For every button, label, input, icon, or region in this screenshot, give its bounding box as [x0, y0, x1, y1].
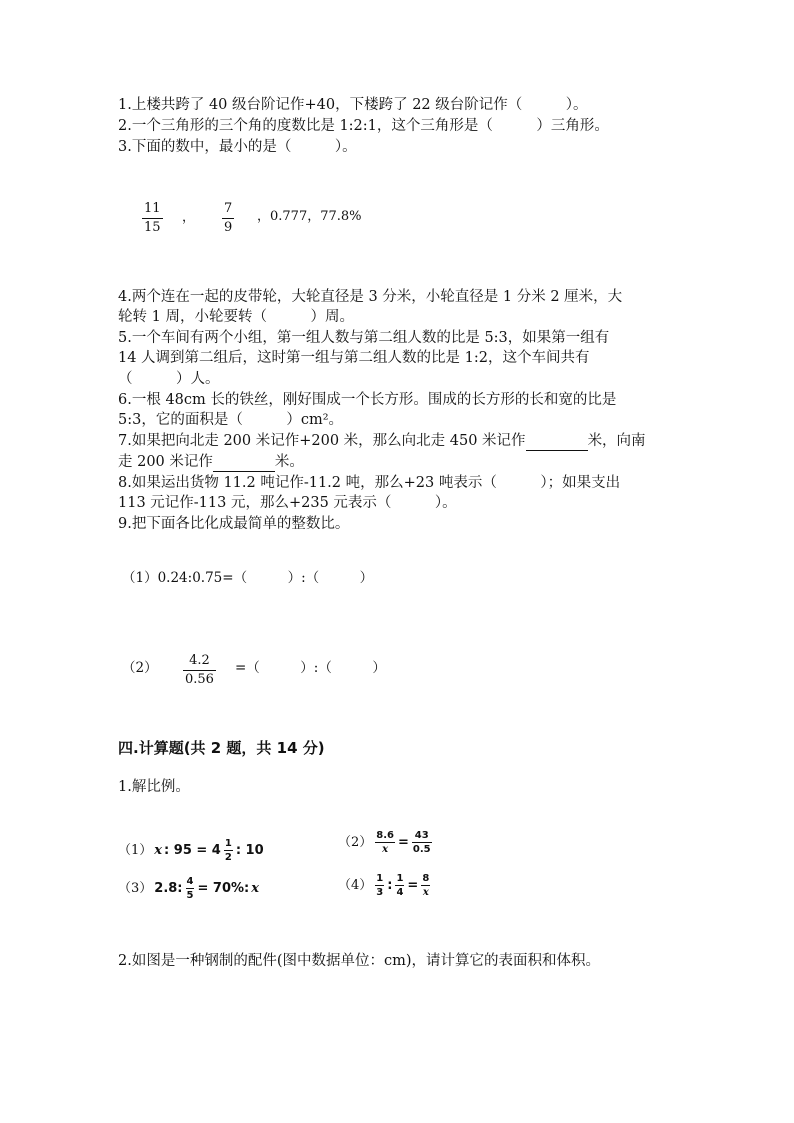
question-7-text-b: 米，向南 — [587, 433, 646, 449]
answer-blank — [526, 436, 588, 451]
ratio-blanks: =（ ）:（ ） — [235, 660, 386, 676]
equation-label: （4） — [338, 877, 373, 893]
question-2: 2.一个三角形的三个角的度数比是 1:2:1，这个三角形是（ ）三角形。 — [118, 118, 609, 134]
question-1: 1.上楼共跨了 40 级台阶记作+40，下楼跨了 22 级台阶记作（ ）。 — [118, 97, 588, 113]
fraction: 8 x — [422, 873, 430, 898]
question-7-line-2 — [118, 452, 304, 472]
question-7-text-a: 7.如果把向北走 200 米记作+200 米，那么向北走 450 米记作 — [118, 433, 526, 449]
equation-1 — [118, 838, 264, 863]
equation-2 — [338, 830, 433, 855]
question-6-line-2: 5:3，它的面积是（ ）cm²。 — [118, 412, 344, 428]
option-separator: ， — [182, 210, 196, 225]
equation-text: 2.8: — [154, 880, 183, 896]
question-7-line-1 — [118, 431, 646, 451]
question-4-line-2: 轮转 1 周，小轮要转（ ）周。 — [118, 309, 354, 325]
equation-text: : 95 = 4 — [164, 842, 221, 858]
question-9-part-1: （1）0.24:0.75=（ ）:（ ） — [122, 570, 374, 586]
equation-text: = 70%: — [197, 880, 250, 896]
colon: : — [387, 877, 393, 893]
variable-x: x — [154, 842, 163, 858]
fraction: 8.6 x — [376, 830, 394, 855]
calc-question-1: 1.解比例。 — [118, 779, 190, 795]
option-rest: ，0.777，77.8% — [257, 209, 362, 224]
question-9: 9.把下面各比化成最简单的整数比。 — [118, 516, 350, 532]
equals-sign: = — [398, 834, 409, 850]
mixed-fraction: 1 2 — [224, 838, 232, 863]
part-label: （2） — [122, 660, 158, 676]
question-5-line-2: 14 人调到第二组后，这时第一组与第二组人数的比是 1:2，这个车间共有 — [118, 350, 590, 366]
fraction: 4 5 — [186, 876, 194, 901]
fraction-7-9: 7 9 — [224, 201, 233, 235]
question-7-text-c: 走 200 米记作 — [118, 454, 213, 470]
equation-label: （3） — [118, 880, 153, 896]
section-heading: 四.计算题(共 2 题，共 14 分) — [118, 739, 325, 757]
question-3: 3.下面的数中，最小的是（ ）。 — [118, 139, 357, 155]
equation-text: : 10 — [235, 842, 264, 858]
fraction-4.2-0.56: 4.2 0.56 — [185, 653, 214, 687]
equation-label: （1） — [118, 842, 153, 858]
question-4-line-1: 4.两个连在一起的皮带轮，大轮直径是 3 分米，小轮直径是 1 分米 2 厘米，大 — [118, 289, 623, 305]
fraction: 1 4 — [396, 873, 404, 898]
equation-label: （2） — [338, 834, 373, 850]
equals-sign: = — [407, 877, 419, 893]
equation-4 — [338, 873, 431, 898]
fraction: 1 3 — [376, 873, 384, 898]
question-5-line-1: 5.一个车间有两个小组，第一组人数与第二组人数的比是 5:3，如果第一组有 — [118, 330, 610, 346]
fraction: 43 0.5 — [412, 830, 431, 855]
fraction-11-15: 11 15 — [144, 201, 161, 235]
question-7-text-d: 米。 — [274, 454, 304, 470]
variable-x: x — [251, 880, 259, 896]
question-5-line-3: （ ）人。 — [118, 371, 220, 387]
answer-blank — [213, 457, 275, 472]
calc-question-2: 2.如图是一种钢制的配件(图中数据单位：cm)，请计算它的表面积和体积。 — [118, 953, 601, 969]
question-6-line-1: 6.一根 48cm 长的铁丝，刚好围成一个长方形。围成的长方形的长和宽的比是 — [118, 392, 617, 408]
question-8-line-1: 8.如果运出货物 11.2 吨记作-11.2 吨，那么+23 吨表示（ ）；如果支出 — [118, 475, 621, 491]
question-8-line-2: 113 元记作-113 元，那么+235 元表示（ ）。 — [118, 495, 457, 511]
equation-3 — [118, 876, 259, 901]
